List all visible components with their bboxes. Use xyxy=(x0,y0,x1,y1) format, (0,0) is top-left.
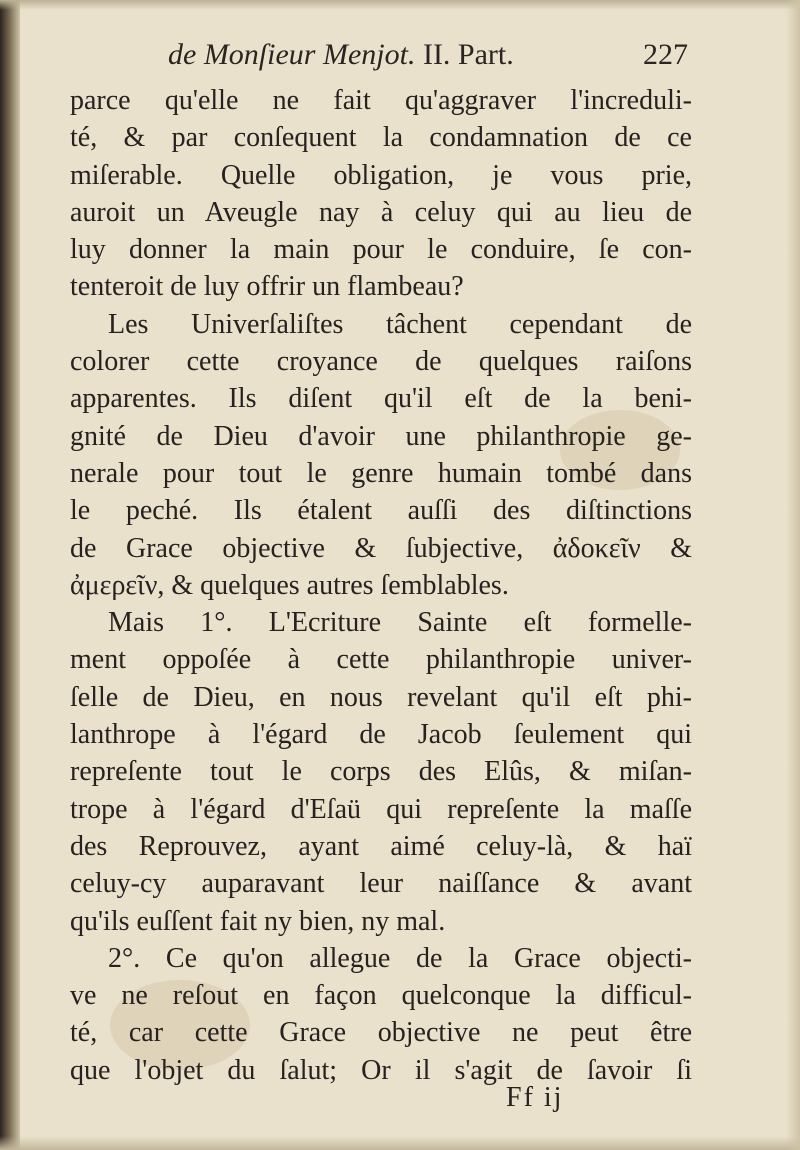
running-head-part: II. Part. xyxy=(422,38,514,71)
text-line: des Reprouvez, ayant aimé celuy-là, & haï xyxy=(70,830,692,862)
running-head-author: de Monſieur Menjot. xyxy=(168,38,416,71)
text-line: luy donner la main pour le conduire, ſe con- xyxy=(70,234,692,266)
running-head-title xyxy=(168,38,514,72)
page-edge-top xyxy=(0,0,800,10)
text-line: celuy-cy auparavant leur naiſſance & avant xyxy=(70,868,692,900)
text-line: tenteroit de luy offrir un flambeau? xyxy=(70,271,464,303)
text-line: colorer cette croyance de quelques raiſons xyxy=(70,346,692,378)
page-number: 227 xyxy=(643,38,688,71)
text-line: repreſente tout le corps des Elûs, & miſan- xyxy=(70,756,692,788)
text-line: ment oppoſée à cette philanthropie univer- xyxy=(70,644,692,676)
text-line: lanthrope à l'égard de Jacob ſeulement qui xyxy=(70,719,692,751)
text-line: apparentes. Ils diſent qu'il eſt de la beni- xyxy=(70,383,692,415)
text-line: gnité de Dieu d'avoir une philanthropie ge- xyxy=(70,420,692,452)
text-line: miſerable. Quelle obligation, je vous prie, xyxy=(70,159,692,191)
text-line: parce qu'elle ne fait qu'aggraver l'increduli- xyxy=(70,85,692,116)
text-line: té, car cette Grace objective ne peut être xyxy=(70,1017,692,1049)
binding-gutter xyxy=(0,0,20,1150)
text-line: Les Univerſaliſtes tâchent cependant de xyxy=(108,308,692,340)
page-edge-bottom xyxy=(0,1136,800,1150)
text-line: auroit un Aveugle nay à celuy qui au lieu de xyxy=(70,196,692,228)
text-line: ſelle de Dieu, en nous revelant qu'il eſt phi- xyxy=(70,681,692,713)
text-line: ve ne reſout en façon quelconque la difficul- xyxy=(70,980,692,1012)
text-line: Mais 1°. L'Ecriture Sainte eſt formelle- xyxy=(108,607,692,639)
text-line: té, & par conſequent la condamnation de ce xyxy=(70,122,692,154)
text-line: de Grace objective & ſubjective, ἀδοκεῖν & xyxy=(70,532,692,564)
running-header xyxy=(168,38,688,82)
text-line: que l'objet du ſalut; Or il s'agit de ſavoir ſi xyxy=(70,1054,692,1086)
text-line: 2°. Ce qu'on allegue de la Grace objecti- xyxy=(108,942,692,974)
text-line: qu'ils euſſent fait ny bien, ny mal. xyxy=(70,905,446,937)
body-text xyxy=(70,82,692,1089)
text-line: le peché. Ils étalent auſſi des diſtinctions xyxy=(70,495,692,527)
text-line: nerale pour tout le genre humain tombé dans xyxy=(70,457,692,489)
text-line: trope à l'égard d'Eſaü qui repreſente la maſſe xyxy=(70,793,692,825)
text-line: ἀμερεῖν, & quelques autres ſemblables. xyxy=(70,569,509,601)
signature-mark: Ff ij xyxy=(506,1082,564,1113)
page-edge-right xyxy=(786,0,800,1150)
